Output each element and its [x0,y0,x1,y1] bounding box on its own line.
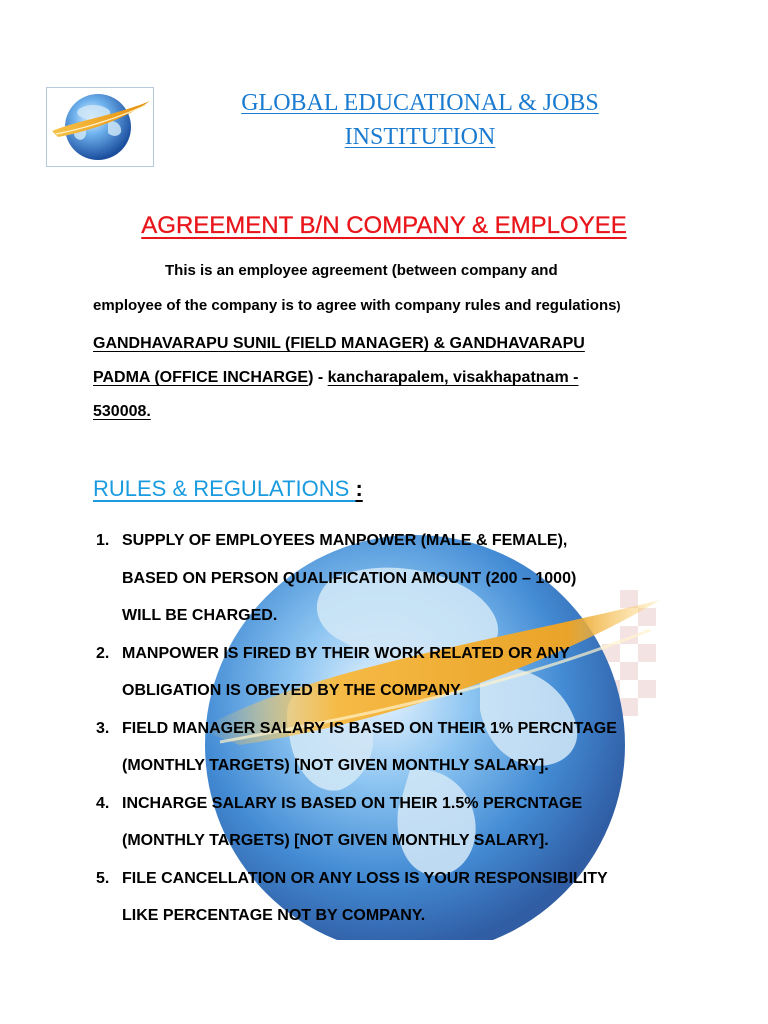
rule-line: BASED ON PERSON QUALIFICATION AMOUNT (200 – 1000) [122,569,577,587]
rule-line: MANPOWER IS FIRED BY THEIR WORK RELATED OR ANY [122,644,570,662]
intro-line-2 [93,297,620,314]
parties-line-2-sep: ) - [308,369,328,386]
rule-number: 2. [96,644,110,662]
globe-logo-icon [46,87,154,167]
rule-number: 5. [96,869,110,887]
rule-line: OBLIGATION IS OBEYED BY THE COMPANY. [122,682,464,699]
rule-line: INCHARGE SALARY IS BASED ON THEIR 1.5% PERCNTAGE [122,794,583,812]
intro-line-2-text: employee of the company is to agree with company rules and regulations [93,297,617,314]
parties-line-3-pincode: 530008. [93,403,151,420]
rule-item [96,785,736,860]
intro-line-1: This is an employee agreement (between company and [165,262,558,279]
rule-item [96,860,736,935]
parties-line-2-address: kancharapalem, visakhapatnam - [327,369,579,386]
agreement-title-text: AGREEMENT B/N COMPANY & EMPLOYEE [141,212,627,239]
rule-number: 4. [96,794,110,812]
rules-list [96,522,736,935]
rule-line: (MONTHLY TARGETS) [NOT GIVEN MONTHLY SALARY]. [122,757,549,774]
agreement-parties [93,327,693,429]
rule-line: SUPPLY OF EMPLOYEES MANPOWER (MALE & FEMALE), [122,532,568,549]
organization-title-line1: GLOBAL EDUCATIONAL & JOBS [241,90,599,116]
rules-heading-colon: : [355,476,363,501]
rule-item [96,710,736,785]
rule-number: 3. [96,719,110,737]
parties-line-2-office: PADMA (OFFICE INCHARGE [93,369,309,386]
rules-heading [93,474,363,504]
intro-line-2-paren: ) [616,299,621,313]
rule-line: FILE CANCELLATION OR ANY LOSS IS YOUR RESPONSIBILITY [122,869,608,887]
organization-title-line2: INSTITUTION [344,124,496,150]
rule-line: (MONTHLY TARGETS) [NOT GIVEN MONTHLY SALARY]. [122,832,549,849]
parties-line-1: GANDHAVARAPU SUNIL (FIELD MANAGER) & GANDHAVARAPU [93,335,585,352]
agreement-title [0,210,768,242]
rule-line: WILL BE CHARGED. [122,607,278,624]
rule-line: FIELD MANAGER SALARY IS BASED ON THEIR 1% PERCNTAGE [122,719,617,737]
rules-heading-text: RULES & REGULATIONS [93,476,356,501]
rule-item [96,522,736,635]
rule-line: LIKE PERCENTAGE NOT BY COMPANY. [122,907,426,924]
rule-item [96,635,736,710]
organization-title [170,86,670,154]
rule-number: 1. [96,532,110,549]
